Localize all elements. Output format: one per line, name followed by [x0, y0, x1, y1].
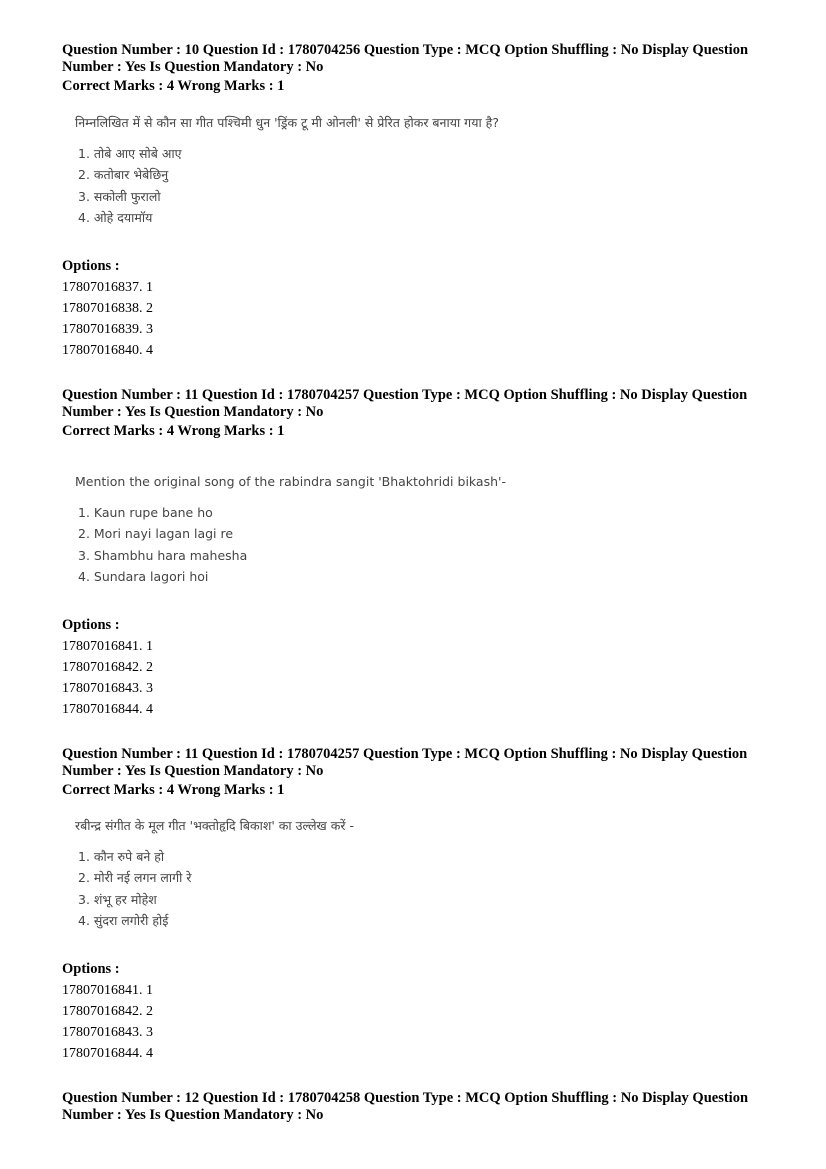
choice-item: 4. Sundara lagori hoi: [78, 569, 209, 584]
question-text: Mention the original song of the rabindra sangit 'Bhaktohridi bikash'-: [75, 474, 506, 489]
choice-list: [62, 846, 752, 932]
question-block-11-hindi: [62, 746, 752, 799]
question-marks: Correct Marks : 4 Wrong Marks : 1: [62, 78, 285, 94]
choice-item: 2. मोरी नई लगन लागी रे: [78, 870, 192, 885]
choice-item: 3. शंभू हर मोहेश: [78, 891, 157, 907]
options-label: Options :: [62, 617, 120, 633]
option-row: 17807016844. 4: [62, 1046, 153, 1061]
choice-item: 1. तोबे आए सोबे आए: [78, 145, 182, 161]
options-label: Options :: [62, 961, 120, 977]
choice-item: 1. कौन रुपे बने हो: [78, 848, 165, 864]
options-section-11: [62, 617, 752, 720]
options-label: Options :: [62, 258, 120, 274]
question-header: Question Number : 12 Question Id : 1780704258 Question Type : MCQ Option Shuffling : No Display Question Number : Yes Is Question Mandatory : No: [62, 1090, 749, 1123]
question-header: Question Number : 11 Question Id : 1780704257 Question Type : MCQ Option Shuffling : No Display Question Number : Yes Is Question Mandatory : No: [62, 746, 748, 779]
question-image-11: [62, 471, 752, 588]
question-marks: Correct Marks : 4 Wrong Marks : 1: [62, 423, 285, 439]
choice-item: 2. Mori nayi lagan lagi re: [78, 526, 234, 541]
question-block-11: [62, 387, 752, 440]
question-header: Question Number : 11 Question Id : 1780704257 Question Type : MCQ Option Shuffling : No Display Question Number : Yes Is Question Mandatory : No: [62, 387, 748, 420]
question-marks: Correct Marks : 4 Wrong Marks : 1: [62, 782, 285, 798]
options-section-10: [62, 258, 752, 361]
option-row: 17807016843. 3: [62, 1025, 153, 1040]
option-row: 17807016843. 3: [62, 681, 153, 696]
choice-list: [62, 502, 752, 588]
choice-item: 3. सकोली फुरालो: [78, 188, 161, 204]
question-text: रबीन्द्र संगीत के मूल गीत 'भक्तोहृदि बिकाश' का उल्लेख करें -: [75, 818, 354, 833]
option-row: 17807016842. 2: [62, 1004, 153, 1019]
option-row: 17807016842. 2: [62, 660, 153, 675]
option-row: 17807016837. 1: [62, 280, 153, 295]
choice-list: [62, 143, 752, 229]
option-row: 17807016840. 4: [62, 343, 153, 358]
question-image-11-hindi: [62, 815, 752, 932]
question-header: Question Number : 10 Question Id : 1780704256 Question Type : MCQ Option Shuffling : No Display Question Number : Yes Is Question Mandatory : No: [62, 42, 749, 75]
choice-item: 3. Shambhu hara mahesha: [78, 547, 248, 563]
choice-item: 4. सुंदरा लगोरी होई: [78, 913, 169, 928]
option-row: 17807016839. 3: [62, 322, 153, 337]
question-block-10: [62, 42, 752, 95]
choice-item: 2. कतोबार भेबेछिनु: [78, 167, 169, 182]
option-row: 17807016841. 1: [62, 983, 153, 998]
choice-item: 1. Kaun rupe bane ho: [78, 504, 213, 520]
option-row: 17807016844. 4: [62, 702, 153, 717]
question-block-12: [62, 1090, 752, 1123]
option-row: 17807016841. 1: [62, 639, 153, 654]
options-section-11-hindi: [62, 961, 752, 1064]
question-text: निम्नलिखित में से कौन सा गीत पश्चिमी धुन 'ड्रिंक टू मी ओनली' से प्रेरित होकर बनाया गया है?: [75, 115, 499, 130]
option-row: 17807016838. 2: [62, 301, 153, 316]
choice-item: 4. ओहे दयामॉय: [78, 210, 153, 225]
question-image-10: [62, 112, 752, 229]
